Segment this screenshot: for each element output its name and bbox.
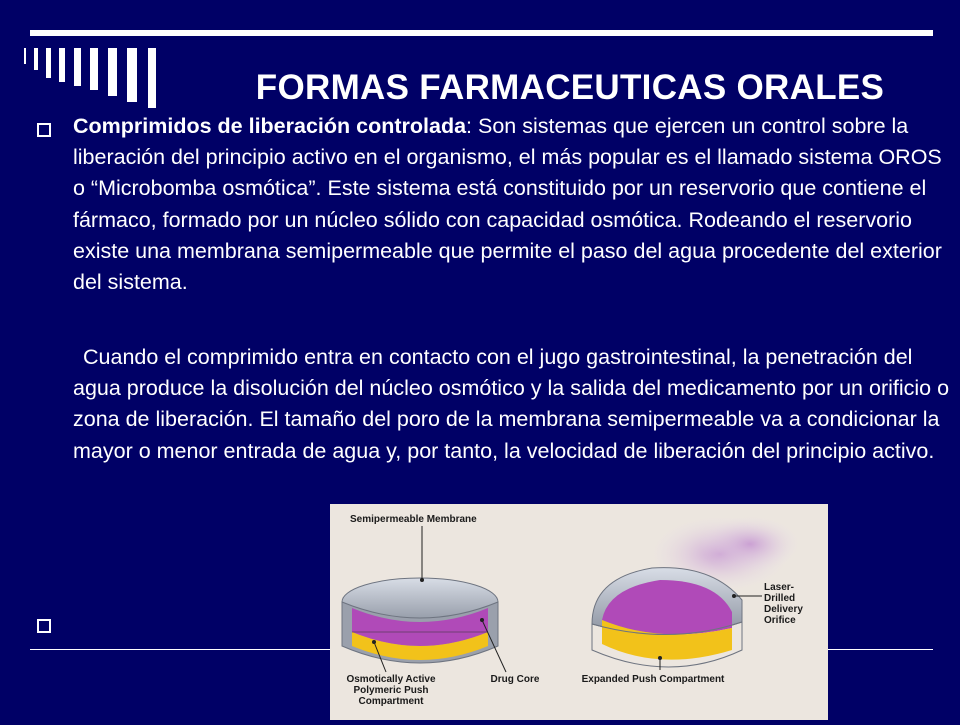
bullet-square-icon [37, 619, 51, 633]
paragraph-1-heading: Comprimidos de liberación controlada [73, 114, 467, 138]
paragraph-1-text: : Son sistemas que ejercen un control sobre la liberación del principio activo en el organismo, el más popular es el llamado sistema OROS o “Microbomba osmótica”. Este sistema está constituido por un reservorio que contiene el fármaco, formado por un núcleo sólido con capacidad osmótica. Rodeando el reservorio existe una membrana semipermeable que permite el paso del agua procedente del exterior del sistema. [73, 114, 942, 295]
intact-tablet-illustration [342, 526, 506, 672]
slide-title: FORMAS FARMACEUTICAS ORALES [255, 68, 885, 107]
paragraph-1 [73, 111, 953, 298]
bullet-square-icon [37, 123, 51, 137]
paragraph-2: Cuando el comprimido entra en contacto con el jugo gastrointestinal, la penetración del agua produce la disolución del núcleo osmótico y la salida del medicamento por un orificio o zona de liberación. El tamaño del poro de la membrana semipermeable va a condicionar la mayor o menor entrada de agua y, por tanto, la velocidad de liberación del principio activo. [73, 345, 950, 463]
label-drug-core: Drug Core [490, 674, 540, 685]
label-osmotic-push-compartment: Osmotically Active Polymeric Push Compartment [346, 674, 436, 707]
label-semipermeable-membrane: Semipermeable Membrane [350, 514, 477, 525]
label-laser-drilled-orifice: Laser- Drilled Delivery Orifice [764, 582, 803, 626]
oros-tablet-figure [330, 504, 828, 720]
label-expanded-push-compartment: Expanded Push Compartment [581, 674, 725, 685]
